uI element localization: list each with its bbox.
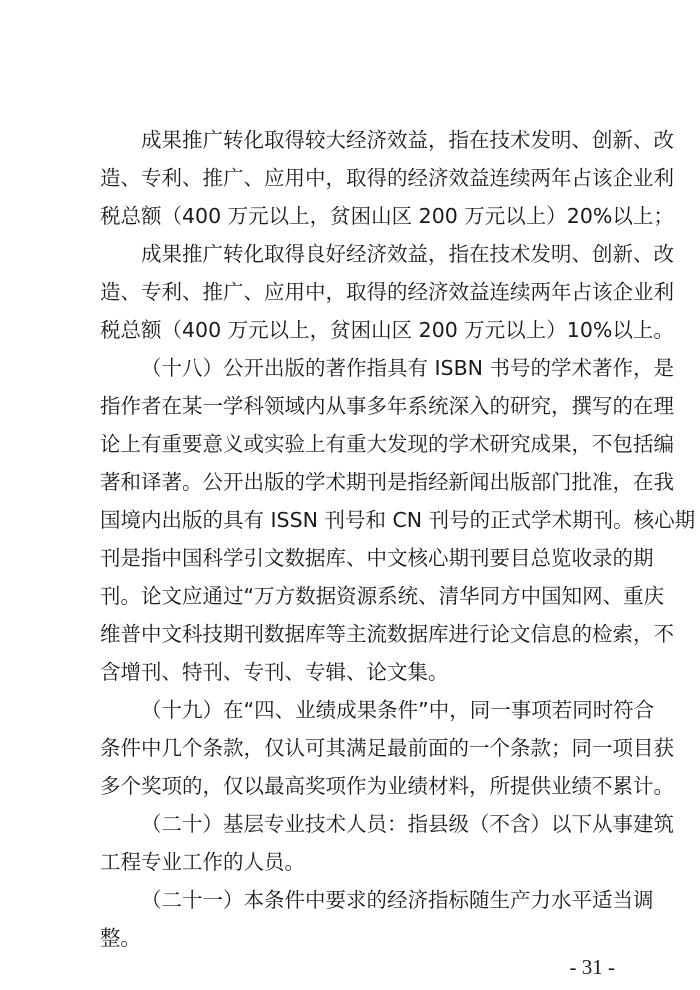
text-line: 造、专利、推广、应用中，取得的经济效益连续两年占该企业利 [100,166,674,190]
text-line: 刊是指中国科学引文数据库、中文核心期刊要目总览收录的期 [100,546,654,570]
text-line: 含增刊、特刊、专刊、专辑、论文集。 [100,660,449,684]
text-line: 工程专业工作的人员。 [100,850,305,874]
text-line: （十八）公开出版的著作指具有 ISBN 书号的学术著作，是 [141,356,674,380]
text-line: （二十一）本条件中要求的经济指标随生产力水平适当调 [141,888,654,912]
text-line: 指作者在某一学科领域内从事多年系统深入的研究，撰写的在理 [100,394,674,418]
text-line: 著和译著。公开出版的学术期刊是指经新闻出版部门批准，在我 [100,470,674,494]
text-line: （十九）在“四、业绩成果条件”中，同一事项若同时符合 [141,698,655,722]
text-line: 造、专利、推广、应用中，取得的经济效益连续两年占该企业利 [100,280,674,304]
text-line: 成果推广转化取得较大经济效益，指在技术发明、创新、改 [141,128,674,152]
text-line: 论上有重要意义或实验上有重大发现的学术研究成果，不包括编 [100,432,674,456]
text-line: 整。 [100,926,141,950]
text-line: （二十）基层专业技术人员：指县级（不含）以下从事建筑 [141,812,674,836]
text-line: 税总额（400 万元以上，贫困山区 200 万元以上）10%以上。 [100,318,674,342]
text-line: 维普中文科技期刊数据库等主流数据库进行论文信息的检索，不 [100,622,674,646]
text-line: 税总额（400 万元以上，贫困山区 200 万元以上）20%以上； [100,204,674,228]
text-line: 国境内出版的具有 ISSN 刊号和 CN 刊号的正式学术期刊。核心期 [100,508,696,532]
text-line: 条件中几个条款，仅认可其满足最前面的一个条款；同一项目获 [100,736,674,760]
text-line: 刊。论文应通过“万方数据资源系统、清华同方中国知网、重庆 [100,584,665,608]
text-line: 多个奖项的，仅以最高奖项作为业绩材料，所提供业绩不累计。 [100,774,674,798]
page-number: - 31 - [569,955,615,979]
text-line: 成果推广转化取得良好经济效益，指在技术发明、创新、改 [141,242,674,266]
